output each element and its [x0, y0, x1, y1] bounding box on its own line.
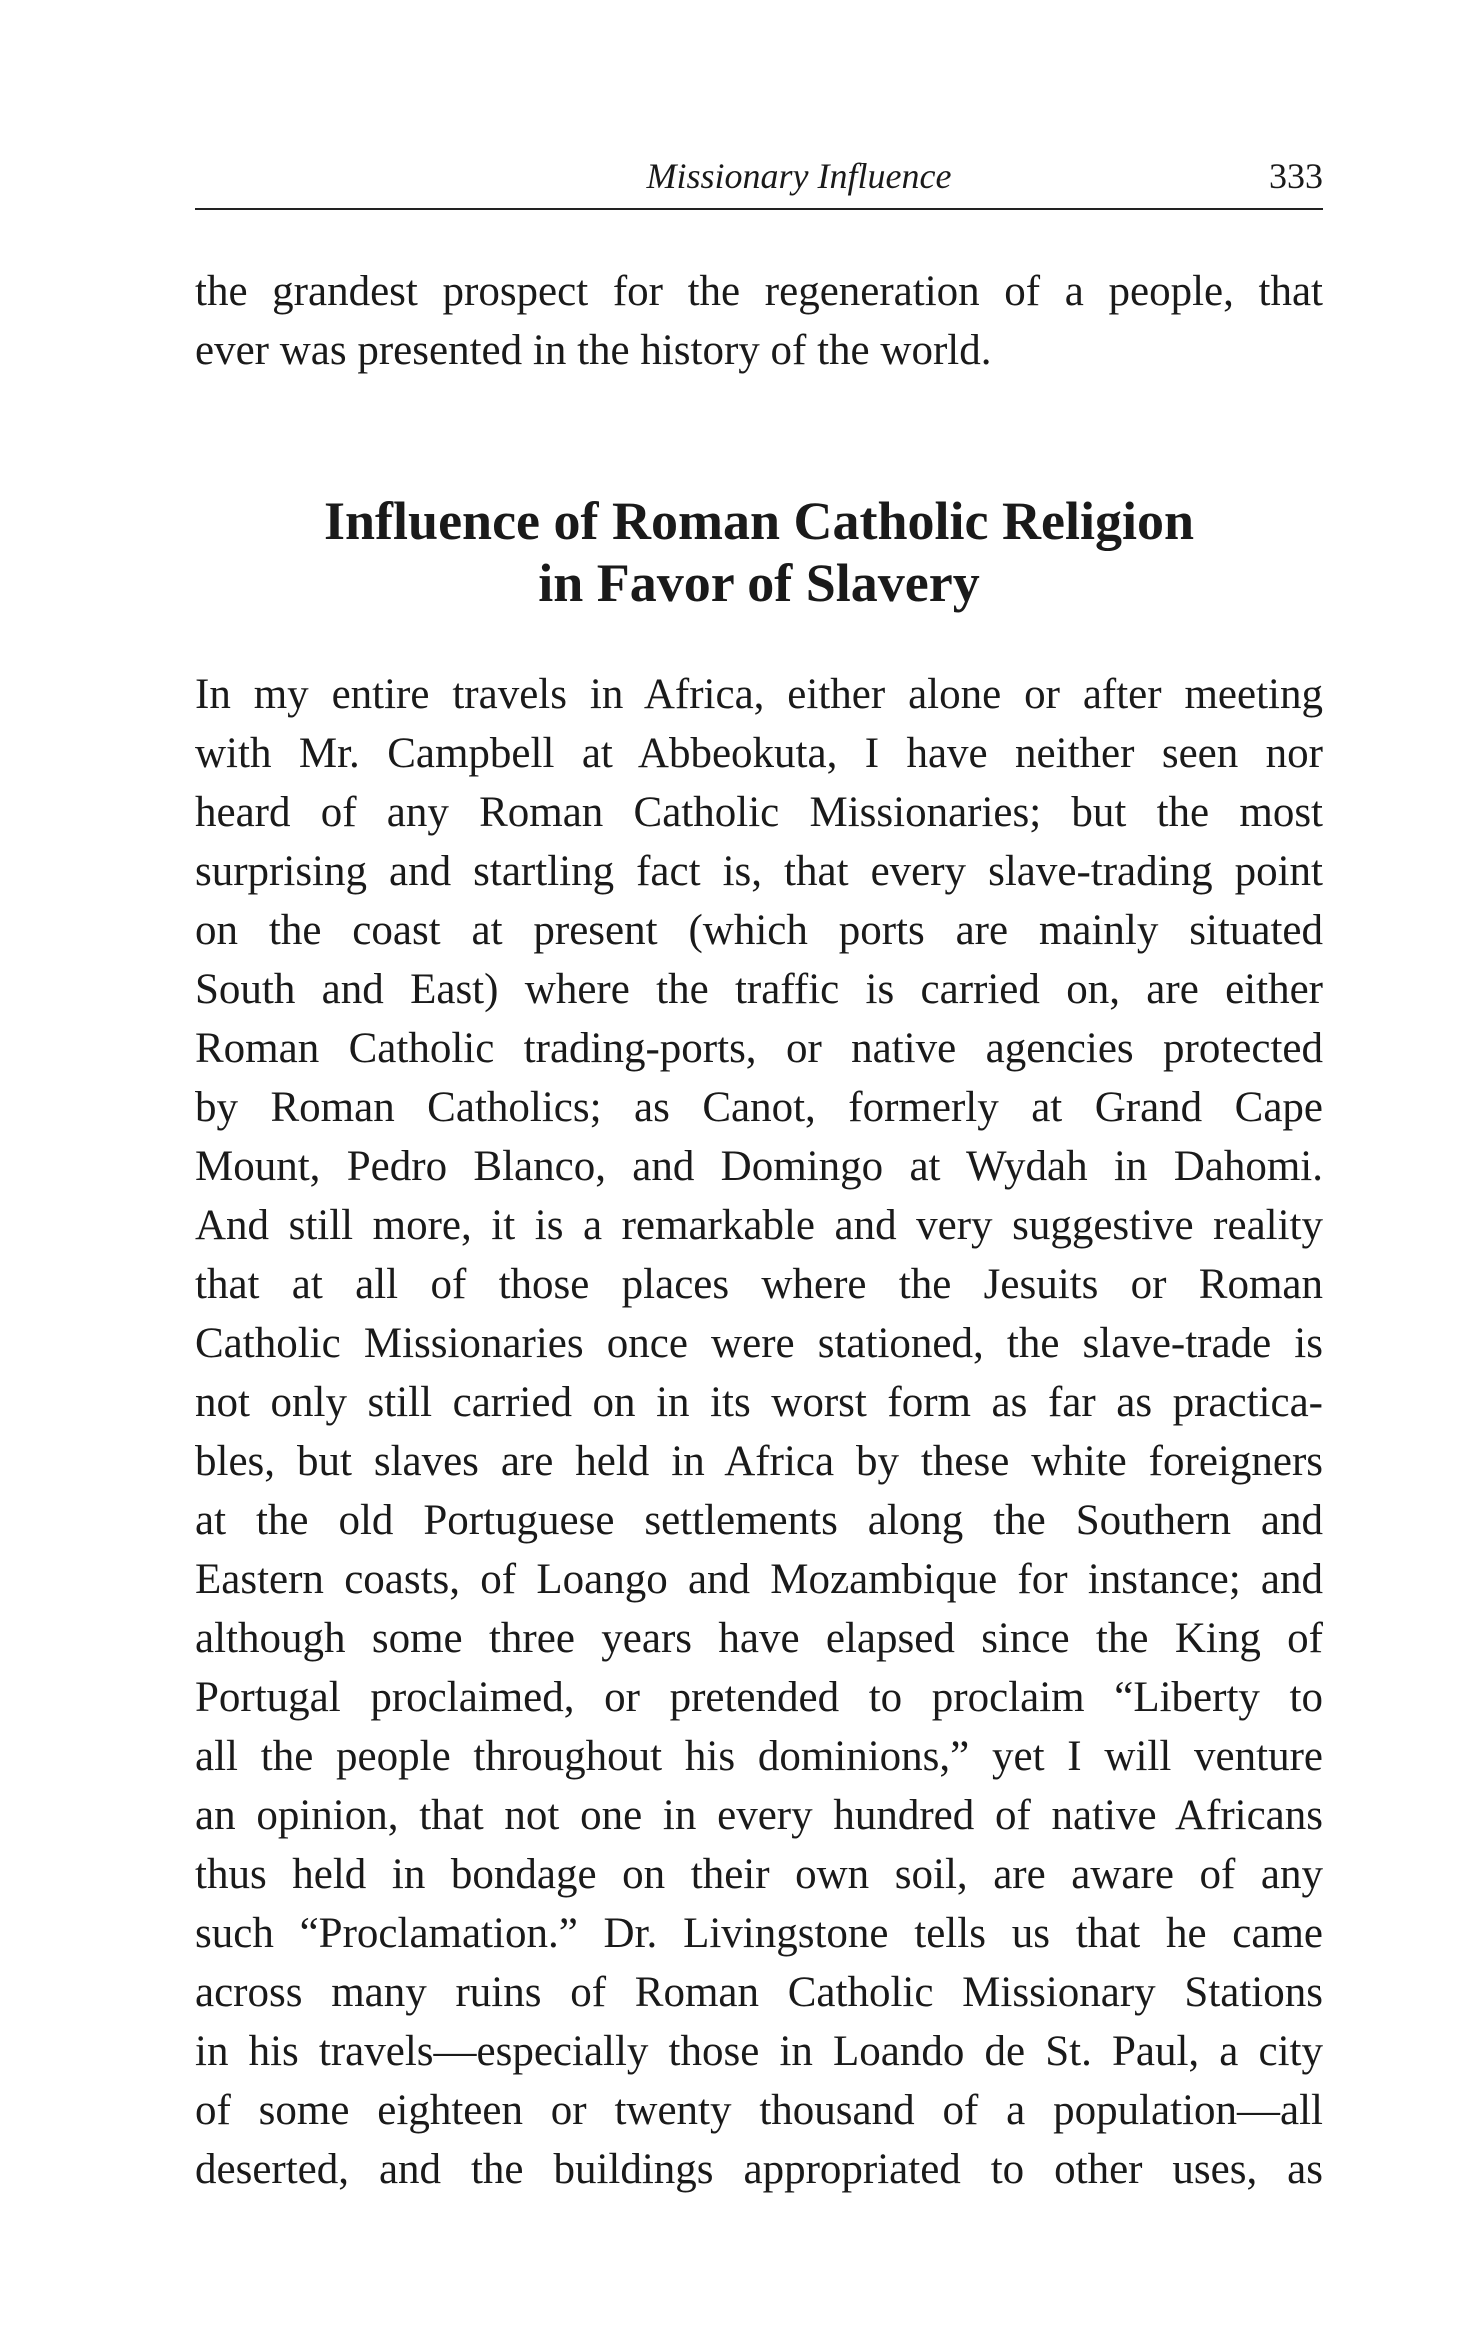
text-line: heard of any Roman Catholic Missionaries; but the most — [195, 789, 1323, 836]
text-line: Catholic Missionaries once were stationed, the slave-trade is — [195, 1320, 1323, 1367]
page-number: 333 — [1269, 156, 1323, 196]
text-line: on the coast at present (which ports are mainly situated — [195, 907, 1323, 954]
text-line: in his travels—especially those in Loando de St. Paul, a city — [195, 2028, 1323, 2075]
text-line: bles, but slaves are held in Africa by these white foreigners — [195, 1438, 1323, 1485]
running-title: Missionary Influence — [646, 156, 952, 196]
running-header — [195, 148, 1323, 210]
text-line: Mount, Pedro Blanco, and Domingo at Wydah in Dahomi. — [195, 1143, 1323, 1190]
text-line: deserted, and the buildings appropriated to other uses, as — [195, 2146, 1323, 2193]
text-line: Roman Catholic trading-ports, or native agencies protected — [195, 1025, 1323, 1072]
text-line: all the people throughout his dominions,” yet I will venture — [195, 1733, 1323, 1780]
text-line: that at all of those places where the Jesuits or Roman — [195, 1261, 1323, 1308]
text-line: surprising and startling fact is, that every slave-trading point — [195, 848, 1323, 895]
text-line: at the old Portuguese settlements along the Southern and — [195, 1497, 1323, 1544]
text-line: with Mr. Campbell at Abbeokuta, I have neither seen nor — [195, 730, 1323, 777]
text-line: South and East) where the traffic is carried on, are either — [195, 966, 1323, 1013]
text-line: an opinion, that not one in every hundred of native Africans — [195, 1792, 1323, 1839]
text-line: across many ruins of Roman Catholic Missionary Stations — [195, 1969, 1323, 2016]
text-line: ever was presented in the history of the world. — [195, 327, 992, 374]
section-body-paragraph — [195, 665, 1323, 2199]
text-line: Eastern coasts, of Loango and Mozambique for instance; and — [195, 1556, 1323, 1603]
text-line: not only still carried on in its worst form as far as practica- — [195, 1379, 1323, 1426]
text-line: the grandest prospect for the regeneration of a people, that — [195, 268, 1323, 315]
continued-paragraph — [195, 262, 1323, 380]
text-line: And still more, it is a remarkable and very suggestive reality — [195, 1202, 1323, 1249]
text-line: although some three years have elapsed since the King of — [195, 1615, 1323, 1662]
text-line: of some eighteen or twenty thousand of a population—all — [195, 2087, 1323, 2134]
text-line: such “Proclamation.” Dr. Livingstone tells us that he came — [195, 1910, 1323, 1957]
heading-line: in Favor of Slavery — [538, 553, 980, 613]
text-line: by Roman Catholics; as Canot, formerly at Grand Cape — [195, 1084, 1323, 1131]
heading-line: Influence of Roman Catholic Religion — [324, 491, 1194, 551]
text-line: Portugal proclaimed, or pretended to proclaim “Liberty to — [195, 1674, 1323, 1721]
section-heading — [195, 490, 1323, 614]
text-line: In my entire travels in Africa, either alone or after meeting — [195, 671, 1323, 718]
text-line: thus held in bondage on their own soil, are aware of any — [195, 1851, 1323, 1898]
